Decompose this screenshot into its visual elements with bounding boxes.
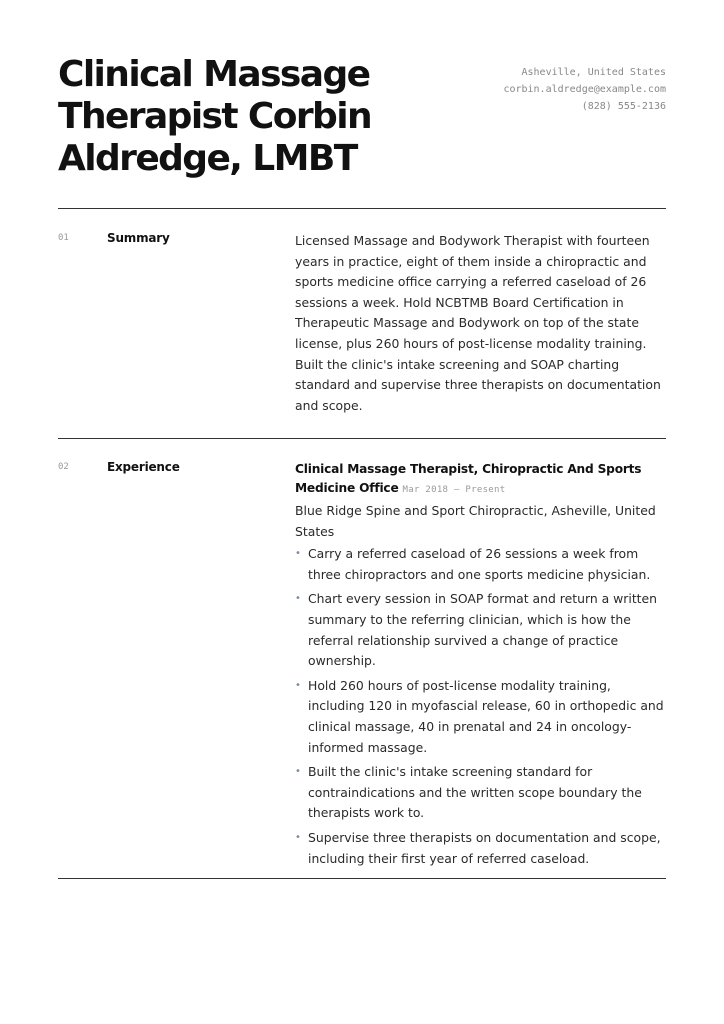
- experience-body: [295, 460, 665, 873]
- summary-text: Licensed Massage and Bodywork Therapist with fourteen years in practice, eight of them inside a chiropractic and sports medicine office carrying a referred caseload of 26 sessions a week. Hold NCBTMB Board Certification in Therapeutic Massage and Bodywork on top of the state license, plus 260 hours of post-license modality training. Built the clinic's intake screening and SOAP charting standard and supervise three therapists on documentation and scope.: [295, 233, 661, 413]
- location-text: Asheville, United States: [521, 67, 666, 78]
- job-bullets: [295, 544, 665, 869]
- email-link[interactable]: corbin.aldredge@example.com: [503, 84, 666, 95]
- bullet-item: [295, 544, 665, 585]
- summary-body: [295, 231, 665, 416]
- phone-text: (828) 555-2136: [581, 101, 666, 112]
- section-heading: Summary: [107, 231, 170, 245]
- contact-block: [503, 64, 666, 115]
- section-number: 02: [58, 462, 69, 472]
- bullet-icon: •: [295, 766, 301, 778]
- section-heading: Experience: [107, 460, 180, 474]
- bullet-text: Carry a referred caseload of 26 sessions a week from three chiropractors and one sports medicine physician.: [308, 546, 651, 582]
- candidate-name: Clinical Massage Therapist Corbin Aldredge, LMBT: [58, 54, 371, 179]
- bullet-item: [295, 676, 665, 758]
- bullet-icon: •: [295, 679, 301, 691]
- job-entry: [295, 460, 665, 869]
- resume-header: [58, 54, 666, 180]
- bullet-icon: •: [295, 593, 301, 605]
- section-divider: [58, 878, 666, 879]
- job-title: Clinical Massage Therapist, Chiropractic And Sports Medicine Office: [295, 462, 642, 495]
- job-company: Blue Ridge Spine and Sport Chiropractic, Asheville, United States: [295, 503, 656, 539]
- bullet-text: Supervise three therapists on documentation and scope, including their first year of referred caseload.: [308, 829, 661, 866]
- section-number: 01: [58, 233, 69, 243]
- bullet-item: [295, 828, 665, 869]
- bullet-text: Chart every session in SOAP format and return a written summary to the referring clinician, which is how the referral relationship survived a change of practice ownership.: [308, 591, 658, 669]
- job-title-line: [295, 460, 665, 500]
- bullet-icon: •: [295, 831, 301, 843]
- bullet-item: [295, 589, 665, 671]
- section-divider: [58, 438, 666, 439]
- bullet-text: Hold 260 hours of post-license modality training, including 120 in myofascial release, 60 in orthopedic and clinical massage, 40 in prenatal and 24 in oncology-informed massage.: [308, 677, 664, 755]
- job-dates: Mar 2018 – Present: [402, 485, 506, 495]
- bullet-text: Built the clinic's intake screening standard for contraindications and the written scope boundary the therapists work to.: [308, 764, 642, 821]
- section-divider: [58, 208, 666, 209]
- bullet-item: [295, 762, 665, 824]
- bullet-icon: •: [295, 548, 301, 560]
